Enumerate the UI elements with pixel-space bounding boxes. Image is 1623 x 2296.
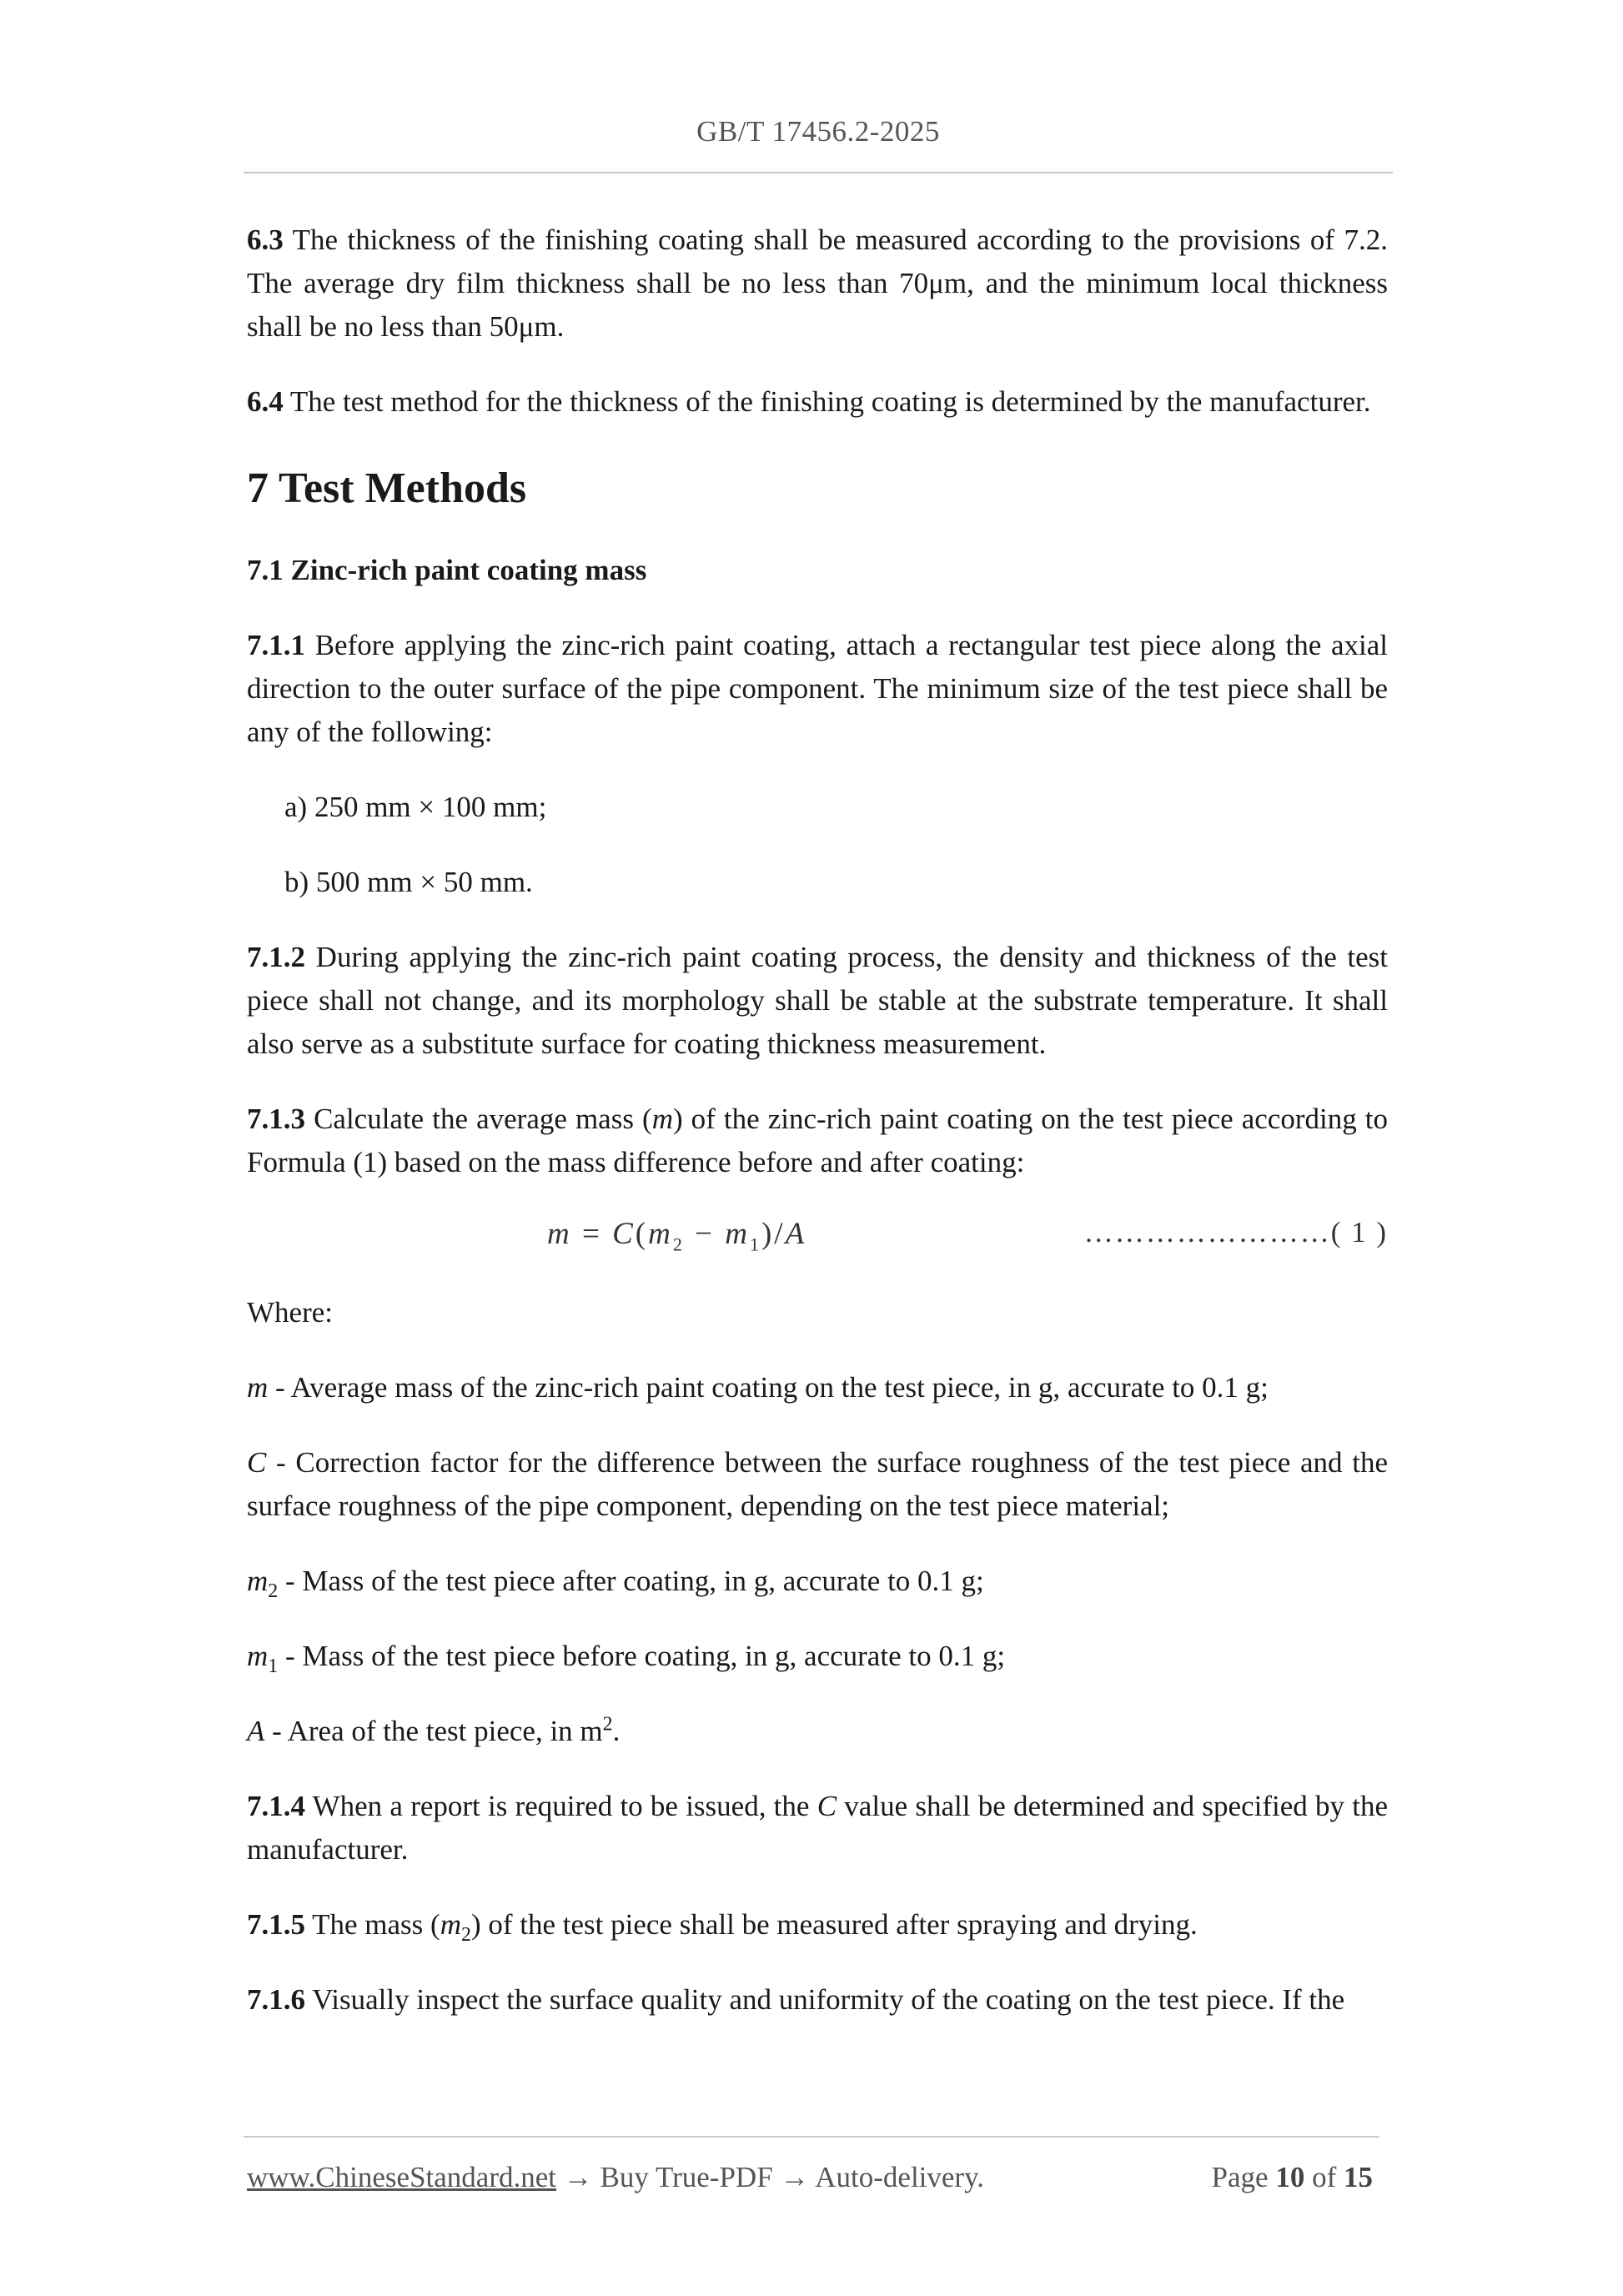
formula-m2-subscript: 2 [672, 1233, 685, 1255]
buy-pdf-text: Buy True-PDF [600, 2161, 773, 2193]
auto-delivery-text: Auto-delivery. [815, 2161, 985, 2193]
clause-text: value shall be determined and specified by the manufacturer. [247, 1790, 1388, 1866]
page-footer [247, 2161, 1379, 2194]
clause-number: 6.4 [247, 385, 284, 418]
formula-number: ……………………( 1 ) [1083, 1216, 1388, 1248]
definition-m1 [247, 1635, 1388, 1678]
page-label: Page [1211, 2161, 1276, 2193]
formula-m1: m [725, 1217, 750, 1251]
formula-a: A [785, 1217, 807, 1251]
clause-7-1-2 [247, 936, 1388, 1066]
list-item-b: b) 500 mm × 50 mm. [284, 866, 533, 898]
variable-m2-subscript: 2 [460, 1924, 471, 1946]
definition-text: - Correction factor for the difference between the surface roughness of the test piece and the surface roughness of the pipe component, depending on the test piece material; [247, 1446, 1388, 1522]
clause-7-1-6 [247, 1978, 1388, 2022]
list-item-a: a) 250 mm × 100 mm; [284, 791, 547, 823]
document-header: GB/T 17456.2-2025 [696, 115, 940, 148]
footer-divider [244, 2136, 1379, 2138]
current-page: 10 [1275, 2161, 1305, 2193]
clause-7-1-4 [247, 1785, 1388, 1871]
clause-text: During applying the zinc-rich paint coating process, the density and thickness of the test piece shall not change, and its morphology shall be stable at the substrate temperature. It shall also serve as a substitute surface for coating thickness measurement. [247, 941, 1388, 1060]
variable-m: m [651, 1103, 673, 1135]
clause-text: ) of the zinc-rich paint coating on the test piece according to Formula (1) based on the mass difference before and after coating: [247, 1103, 1388, 1178]
of-label: of [1304, 2161, 1344, 2193]
formula-c: C [612, 1217, 636, 1251]
header-divider [244, 172, 1393, 173]
clause-text: ) of the test piece shall be measured after spraying and drying. [470, 1908, 1198, 1941]
definition-a [247, 1710, 1388, 1753]
definition-text: - Mass of the test piece after coating, in g, accurate to 0.1 g; [278, 1565, 984, 1597]
clause-text: Before applying the zinc-rich paint coating, attach a rectangular test piece along the axial direction to the outer surface of the pipe component. The minimum size of the test piece shall be any of the following: [247, 629, 1388, 748]
variable-m2: m [440, 1908, 461, 1941]
clause-number: 6.3 [247, 224, 284, 256]
definition-tail: . [612, 1715, 621, 1747]
definition-c [247, 1441, 1388, 1528]
clause-6-4 [247, 380, 1388, 424]
formula-1 [247, 1216, 1388, 1259]
symbol-subscript: 2 [268, 1580, 279, 1602]
formula-expression [547, 1216, 806, 1255]
total-pages: 15 [1344, 2161, 1373, 2193]
document-body [247, 219, 1388, 2053]
clause-text: The mass ( [305, 1908, 440, 1941]
website-link[interactable]: www.ChineseStandard.net [247, 2161, 556, 2193]
formula-paren-close: )/ [761, 1217, 786, 1251]
formula-minus: − [684, 1217, 726, 1251]
definition-text: - Area of the test piece, in m [264, 1715, 603, 1747]
clause-7-1-1 [247, 624, 1388, 754]
clause-number: 7.1.4 [247, 1790, 305, 1822]
formula-m2: m [648, 1217, 673, 1251]
symbol: C [247, 1446, 267, 1479]
arrow-right-icon: → [772, 2161, 816, 2193]
symbol: A [247, 1715, 265, 1747]
unit-superscript: 2 [602, 1713, 613, 1736]
clause-text: Calculate the average mass ( [305, 1103, 652, 1135]
variable-c: C [817, 1790, 837, 1822]
clause-number: 7.1.1 [247, 629, 305, 661]
clause-number: 7.1.5 [247, 1908, 305, 1941]
clause-text: The thickness of the finishing coating shall be measured according to the provisions of 7.2. The average dry film thickness shall be no less than 70μm, and the minimum local thickness shall be no less than 50μm. [247, 224, 1388, 343]
page-indicator [1212, 2161, 1373, 2194]
formula-equals: = [571, 1217, 613, 1251]
definition-text: - Mass of the test piece before coating, in g, accurate to 0.1 g; [278, 1640, 1006, 1672]
definition-m2 [247, 1560, 1388, 1603]
symbol-subscript: 1 [268, 1655, 279, 1677]
clause-6-3 [247, 219, 1388, 349]
clause-number: 7.1.2 [247, 941, 305, 973]
symbol: m [247, 1565, 269, 1597]
section-heading-7: 7 Test Methods [247, 465, 527, 512]
subsection-heading-7-1: 7.1 Zinc-rich paint coating mass [247, 554, 647, 586]
clause-text: When a report is required to be issued, the [305, 1790, 817, 1822]
definition-text: - Average mass of the zinc-rich paint coating on the test piece, in g, accurate to 0.1 g; [268, 1371, 1269, 1404]
arrow-right-icon: → [556, 2161, 600, 2193]
clause-number: 7.1.6 [247, 1983, 305, 2016]
where-label: Where: [247, 1296, 333, 1329]
formula-m1-subscript: 1 [749, 1233, 761, 1255]
symbol: m [247, 1640, 269, 1672]
clause-text: The test method for the thickness of the finishing coating is determined by the manufacturer. [283, 385, 1371, 418]
clause-7-1-3 [247, 1098, 1388, 1184]
symbol: m [247, 1371, 269, 1404]
formula-lhs: m [547, 1217, 572, 1251]
clause-7-1-5 [247, 1903, 1388, 1947]
definition-m [247, 1366, 1388, 1409]
formula-paren-open: ( [635, 1217, 649, 1251]
clause-number: 7.1.3 [247, 1103, 305, 1135]
clause-text: Visually inspect the surface quality and uniformity of the coating on the test piece. If the [305, 1983, 1345, 2016]
